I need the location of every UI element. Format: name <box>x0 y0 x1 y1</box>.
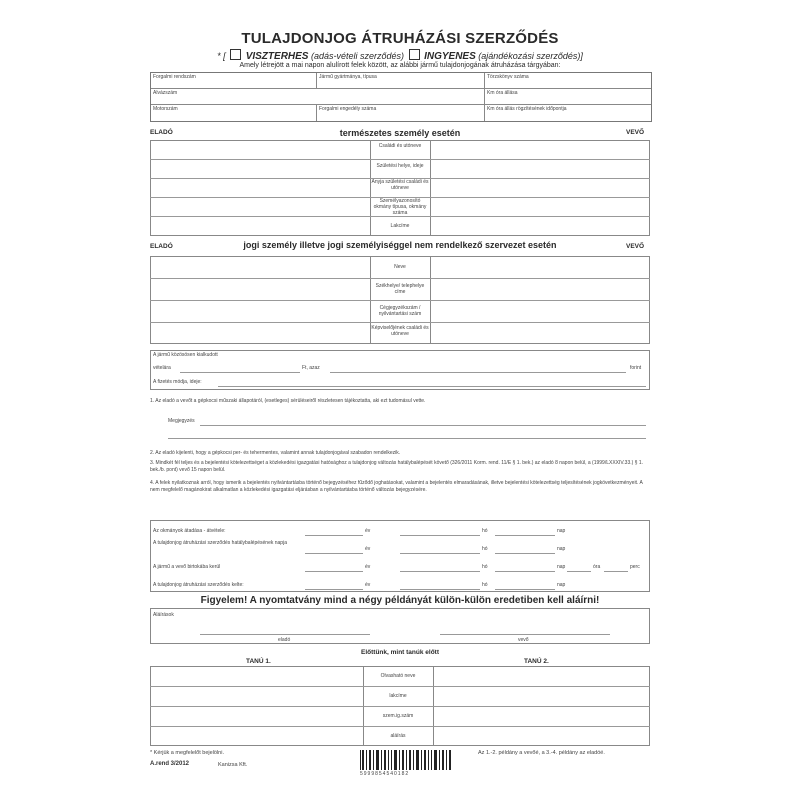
price-box <box>150 350 650 390</box>
clause-2: 2. Az eladó kijelenti, hogy a gépkocsi per- és tehermentes, valamint annak tulajdonjogával szabadon rendelkezik. <box>150 450 401 456</box>
date-2-day[interactable] <box>495 553 555 554</box>
publisher: Kanizsa Kft. <box>218 762 248 768</box>
year-unit: év <box>365 564 371 570</box>
form-title: TULAJDONJOG ÁTRUHÁZÁSI SZERZŐDÉS <box>241 30 559 47</box>
minute-unit: perc <box>630 564 640 570</box>
np-mother-label: Anyja születési családi és utóneve <box>371 179 429 191</box>
np-divider-right <box>430 140 431 236</box>
date-1-year[interactable] <box>305 535 363 536</box>
witness-name-label: Olvasható neve <box>380 673 416 679</box>
lp-row-line <box>150 278 650 279</box>
year-unit: év <box>365 528 371 534</box>
month-unit: hó <box>482 564 488 570</box>
date-2-month[interactable] <box>400 553 480 554</box>
signatures-label: Aláírások <box>153 612 174 618</box>
month-unit: hó <box>482 582 488 588</box>
witness-2-label: TANÚ 2. <box>524 658 549 665</box>
odometer-date-field[interactable]: Km óra állás rögzítésének időpontja <box>487 106 567 112</box>
date-1-month[interactable] <box>400 535 480 536</box>
engine-number-field[interactable]: Motorszám <box>151 105 317 121</box>
buyer-signature-line[interactable] <box>440 634 610 635</box>
footnote: * Kérjük a megfelelőt bejelölni. <box>150 750 224 756</box>
date-3-hour[interactable] <box>567 571 591 572</box>
np-row-line <box>150 159 650 160</box>
np-id-label: Személyazonosító okmány típusa, okmány száma <box>373 198 427 216</box>
buyer-signature-caption: vevő <box>518 637 529 643</box>
date-row-1-label: Az okmányok átadása - átvétele: <box>153 528 226 534</box>
paid-checkbox[interactable] <box>230 49 241 60</box>
clause-1-note-label: Megjegyzés <box>168 418 195 424</box>
note-line-1[interactable] <box>200 425 646 426</box>
np-address-label: Lakcíme <box>390 223 410 229</box>
copies-note: Az 1.-2. példány a vevőé, a 3.-4. példány az eladóé. <box>478 750 605 756</box>
seller-signature-line[interactable] <box>200 634 370 635</box>
year-unit: év <box>365 582 371 588</box>
date-4-year[interactable] <box>305 589 363 590</box>
witness-id-label: szem.ig.szám <box>382 713 414 719</box>
day-unit: nap <box>557 528 566 534</box>
clause-3: 3. Mindkét fél teljes és a bejelentési kötelezettséget a közlekedési igazgatási hatósághoz a tulajdonjog változás hatálybalépését követő (326/2011 Korm. rend. 11/E § 1. bek.) az eladó 8 napon belül, a (1999/LXXXIV.33.) § 1. bek./b. pont) vevő 15 napon belül. <box>150 460 644 473</box>
contract-type-line <box>150 49 650 62</box>
price-ft-label: Ft, azaz <box>302 365 320 371</box>
date-row-4-label: A tulajdonjog átruházási szerződés kelte: <box>153 582 244 588</box>
price-forint-label: forint <box>630 365 642 371</box>
registry-number-field[interactable]: Törzskönyv száma <box>485 73 651 89</box>
seller-signature-caption: eladó <box>278 637 291 643</box>
date-4-day[interactable] <box>495 589 555 590</box>
odometer-field[interactable]: Km óra állása <box>485 89 651 105</box>
year-unit: év <box>365 546 371 552</box>
chassis-number-field[interactable]: Alvázszám <box>151 89 485 105</box>
date-3-day[interactable] <box>495 571 555 572</box>
payment-method-field[interactable] <box>218 386 646 387</box>
lp-rep-label: Képviselőjének családi és utóneve <box>371 325 429 337</box>
price-label: vételára <box>153 365 171 371</box>
clause-1: 1. Az eladó a vevőt a gépkocsi műszaki állapotáról, (esetleges) sérüléseiről részletesen tájékoztatta, aki ezt tudomásul vette. <box>150 398 426 404</box>
paid-note: (adás-vételi szerződés) <box>311 51 405 61</box>
np-name-label: Családi és utóneve <box>378 143 422 149</box>
date-row-2-label: A tulajdonjog átruházási szerződés hatálybalépésének napja <box>153 540 287 546</box>
witness-address-label: lakcíme <box>389 693 407 699</box>
date-3-month[interactable] <box>400 571 480 572</box>
date-3-year[interactable] <box>305 571 363 572</box>
free-note: (ajándékozási szerződés)] <box>478 51 583 61</box>
free-label: INGYENES <box>424 51 476 62</box>
signing-warning: Figyelem! A nyomtatvány mind a négy példányát külön-külön eredetiben kell aláírni! <box>200 595 600 606</box>
np-row-line <box>150 216 650 217</box>
lp-name-label: Neve <box>394 264 406 270</box>
day-unit: nap <box>557 564 566 570</box>
price-words-field[interactable] <box>330 372 626 373</box>
wt-row-line <box>150 706 650 707</box>
price-line1: A jármű közösösen kialkudott <box>153 352 218 358</box>
vehicle-data-table <box>150 72 652 122</box>
date-3-minute[interactable] <box>604 571 628 572</box>
np-birth-label: Születési helye, ideje <box>376 163 424 169</box>
clause-4: 4. A felek nyilatkoznak arról, hogy ismerik a bejelentés nyilvántartásba történő bejegyzéséhez fűződő joghatásokat, valamint a bejelentés elmaradásának, illetve bejelentési kötelezettség teljesítésének jogkövetkezményeit. A nem megfelelő magánokirat alkalmatlan a közlekedési igazgatási eljárásban a nyilvántartásba történő változás bejegyzésére. <box>150 480 643 493</box>
seller-label-1: ELADÓ <box>150 129 173 136</box>
asterisk-mark: * [ <box>217 51 226 61</box>
month-unit: hó <box>482 528 488 534</box>
date-row-3-label: A jármű a vevő birtokába kerül <box>153 564 221 570</box>
date-2-year[interactable] <box>305 553 363 554</box>
signatures-box <box>150 608 650 644</box>
lp-row-line <box>150 300 650 301</box>
plate-field[interactable]: Forgalmi rendszám <box>151 73 317 89</box>
payment-method-label: A fizetés módja, ideje: <box>153 379 202 385</box>
wt-row-line <box>150 726 650 727</box>
buyer-label-1: VEVŐ <box>626 129 645 136</box>
registration-cert-field[interactable]: Forgalmi engedély száma <box>317 105 485 121</box>
buyer-label-2: VEVŐ <box>626 243 645 250</box>
hour-unit: óra <box>593 564 601 570</box>
witness-heading: Előttünk, mint tanúk előtt <box>361 649 439 656</box>
date-1-day[interactable] <box>495 535 555 536</box>
month-unit: hó <box>482 546 488 552</box>
form-code: A.rend 3/2012 <box>150 761 190 767</box>
price-amount-field[interactable] <box>180 372 300 373</box>
paid-label: VISZTERHES <box>245 51 309 62</box>
wt-row-line <box>150 686 650 687</box>
lp-row-line <box>150 322 650 323</box>
lp-regno-label: Cégjegyzékszám / nyilvántartási szám <box>378 305 422 317</box>
witness-signature-label: aláírás <box>390 733 406 739</box>
note-line-2[interactable] <box>168 438 646 439</box>
legal-person-heading: jogi személy illetve jogi személyiséggel nem rendelkező szervezet esetén <box>243 240 557 250</box>
make-type-field[interactable]: Jármű gyártmánya, típusa <box>317 73 485 89</box>
barcode-digits: 5999854540182 <box>360 771 410 777</box>
date-4-month[interactable] <box>400 589 480 590</box>
day-unit: nap <box>557 582 566 588</box>
intro-text: Amely létrejött a mai napon alulírott felek között, az alábbi jármű tulajdonjogának átruházása tárgyában: <box>239 62 561 69</box>
lp-seat-label: Székhelye/ telephelye címe <box>375 283 425 295</box>
witness-1-label: TANÚ 1. <box>246 658 271 665</box>
natural-person-heading: természetes személy esetén <box>339 128 461 138</box>
seller-label-2: ELADÓ <box>150 243 173 250</box>
free-checkbox[interactable] <box>409 49 420 60</box>
day-unit: nap <box>557 546 566 552</box>
